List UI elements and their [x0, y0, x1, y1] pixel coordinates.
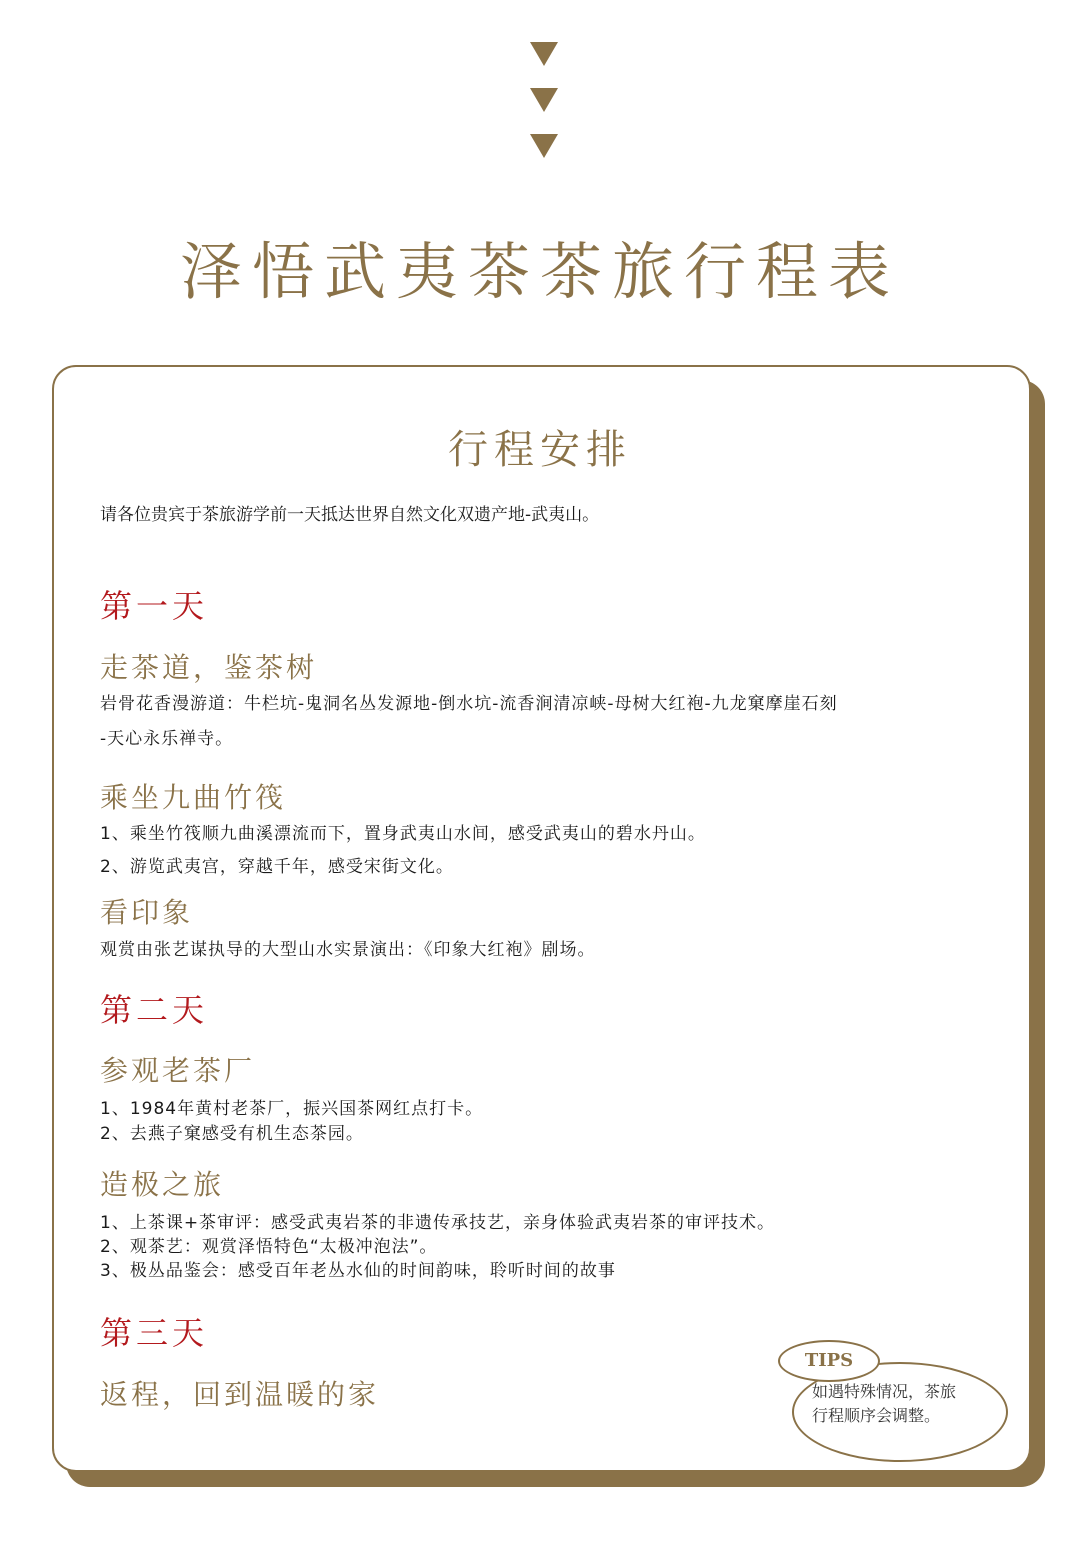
- day2-sub2-line3: 3、极丛品鉴会：感受百年老丛水仙的时间韵味，聆听时间的故事: [100, 1261, 616, 1281]
- day3-sub1-title: 返程，回到温暖的家: [100, 1378, 380, 1411]
- intro-text: 请各位贵宾于茶旅游学前一天抵达世界自然文化双遗产地-武夷山。: [100, 505, 600, 525]
- day2-sub1-line1: 1、1984年黄村老茶厂，振兴国茶网红点打卡。: [100, 1099, 484, 1119]
- day2-sub2-title: 造极之旅: [100, 1168, 225, 1201]
- day2-sub1-line2: 2、去燕子窠感受有机生态茶园。: [100, 1124, 364, 1144]
- day1-sub3-title: 看印象: [100, 896, 194, 929]
- tips-line2: 行程顺序会调整。: [812, 1406, 941, 1425]
- day2-sub2-line1: 1、上茶课+茶审评：感受武夷岩茶的非遗传承技艺，亲身体验武夷岩茶的审评技术。: [100, 1213, 776, 1233]
- day1-sub1-line2: -天心永乐禅寺。: [100, 729, 234, 749]
- section-title: 行程安排: [448, 427, 632, 473]
- page-title: 泽悟武夷茶茶旅行程表: [179, 235, 900, 308]
- day1-sub3-line1: 观赏由张艺谋执导的大型山水实景演出：《印象大红袍》剧场。: [100, 940, 596, 960]
- down-arrow-icon: [530, 42, 558, 66]
- down-arrow-icon: [530, 88, 558, 112]
- tips-line1: 如遇特殊情况，茶旅: [812, 1382, 957, 1401]
- day1-sub1-title: 走茶道，鉴茶树: [100, 651, 318, 684]
- day1-sub2-line2: 2、游览武夷宫，穿越千年，感受宋街文化。: [100, 857, 454, 877]
- day1-sub2-title: 乘坐九曲竹筏: [100, 781, 287, 814]
- down-arrow-icon: [530, 134, 558, 158]
- day3-label: 第三天: [100, 1314, 209, 1352]
- day2-label: 第二天: [100, 991, 209, 1029]
- day1-sub2-line1: 1、乘坐竹筏顺九曲溪漂流而下，置身武夷山水间，感受武夷山的碧水丹山。: [100, 824, 706, 844]
- day1-sub1-line1: 岩骨花香漫游道：牛栏坑-鬼洞名丛发源地-倒水坑-流香涧清凉峡-母树大红袍-九龙窠摩崖石刻: [100, 694, 838, 714]
- tips-text: [812, 1380, 997, 1428]
- tips-badge: TIPS: [778, 1340, 880, 1382]
- day1-label: 第一天: [100, 587, 209, 625]
- day2-sub2-line2: 2、观茶艺：观赏泽悟特色“太极冲泡法”。: [100, 1237, 438, 1257]
- day2-sub1-title: 参观老茶厂: [100, 1054, 256, 1087]
- itinerary-card: [52, 365, 1031, 1472]
